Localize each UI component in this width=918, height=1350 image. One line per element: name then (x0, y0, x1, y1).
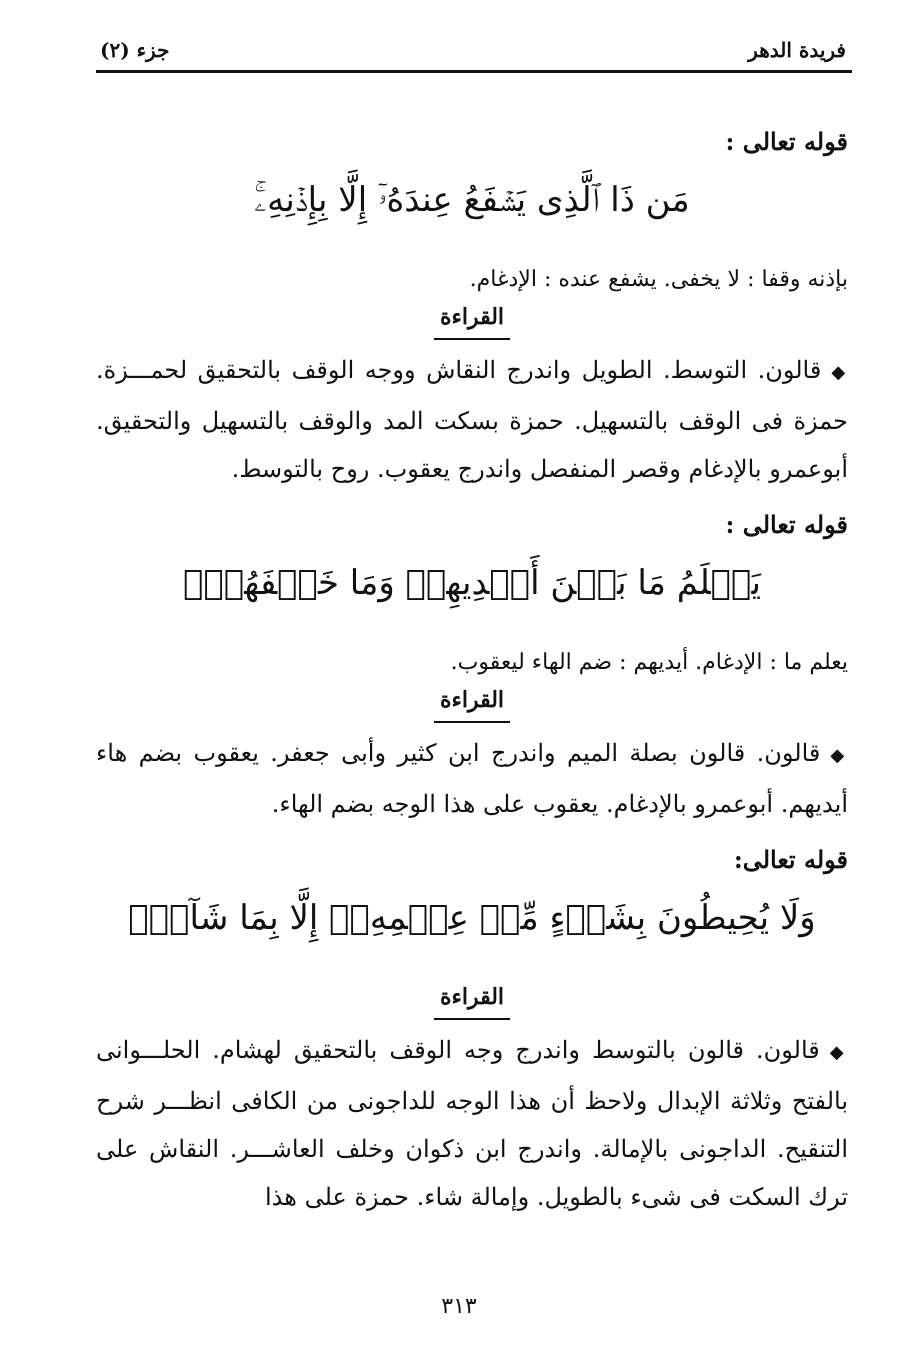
page-body (96, 110, 848, 1221)
header-divider (96, 70, 852, 73)
verse-note: يعلم ما : الإدغام. أيديهم : ضم الهاء ليعقوب. (450, 650, 848, 675)
reading-heading-text: القراءة (434, 300, 510, 340)
verse-section (96, 122, 848, 493)
reading-paragraph (96, 1026, 848, 1221)
running-header-title: فريدة الدهر (748, 38, 846, 62)
running-header-part: جزء (٢) (100, 38, 170, 62)
diamond-bullet-icon: ◆ (831, 362, 849, 383)
reading-heading-text: القراءة (434, 980, 510, 1020)
verse-intro-label: قوله تعالى : (725, 510, 848, 539)
reading-heading-text: القراءة (434, 683, 510, 723)
reading-heading (96, 980, 848, 1022)
reading-heading (96, 300, 848, 342)
verse-intro-label: قوله تعالى: (733, 845, 848, 874)
reading-text: قالون. قالون بالتوسط واندرج وجه الوقف بالتحقيق لهشام. الحلـــوانى بالفتح وثلاثة الإبدال ولاحظ أن هذا الوجه للداجونى من الكافى انظـــر شرح التنقيح. الداجونى بالإمالة. واندرج ابن ذكوان وخلف العاشـــر. النقاش على ترك السكت فى شىء بالطويل. وإمالة شاء. حمزة على هذا (96, 1036, 848, 1211)
page-number: ٣١٣ (441, 1294, 477, 1319)
reading-heading (96, 683, 848, 725)
quran-verse: يَعۡلَمُ مَا بَيۡنَ أَيۡدِيهِمۡ وَمَا خَلۡفَهُمۡۖ (183, 563, 761, 603)
quran-verse: وَلَا يُحِيطُونَ بِشَىۡءٍ مِّنۡ عِلۡمِهِۦٓ إِلَّا بِمَا شَآءَۚ (128, 898, 816, 938)
reading-text: قالون. قالون بصلة الميم واندرج ابن كثير وأبى جعفر. يعقوب بضم هاء أيديهم. أبوعمرو بالإدغام. يعقوب على هذا الوجه بضم الهاء. (96, 739, 848, 818)
verse-intro-label: قوله تعالى : (725, 127, 848, 156)
diamond-bullet-icon: ◆ (829, 1042, 848, 1063)
reading-paragraph (96, 729, 848, 828)
quran-verse: مَن ذَا ٱلَّذِى يَشۡفَعُ عِندَهُۥٓ إِلَّا بِإِذۡنِهِۦۚ (254, 180, 690, 220)
verse-section (96, 505, 848, 828)
reading-paragraph (96, 346, 848, 493)
diamond-bullet-icon: ◆ (830, 745, 849, 766)
reading-text: قالون. التوسط. الطويل واندرج النقاش ووجه الوقف بالتحقيق لحمـــزة. حمزة فى الوقف بالتسهيل. حمزة بسكت المد والوقف بالتسهيل والتحقيق. أبوعمرو بالإدغام وقصر المنفصل واندرج يعقوب. روح بالتوسط. (96, 356, 848, 483)
verse-section (96, 840, 848, 1221)
verse-note: بإذنه وقفا : لا يخفى. يشفع عنده : الإدغام. (469, 267, 848, 292)
